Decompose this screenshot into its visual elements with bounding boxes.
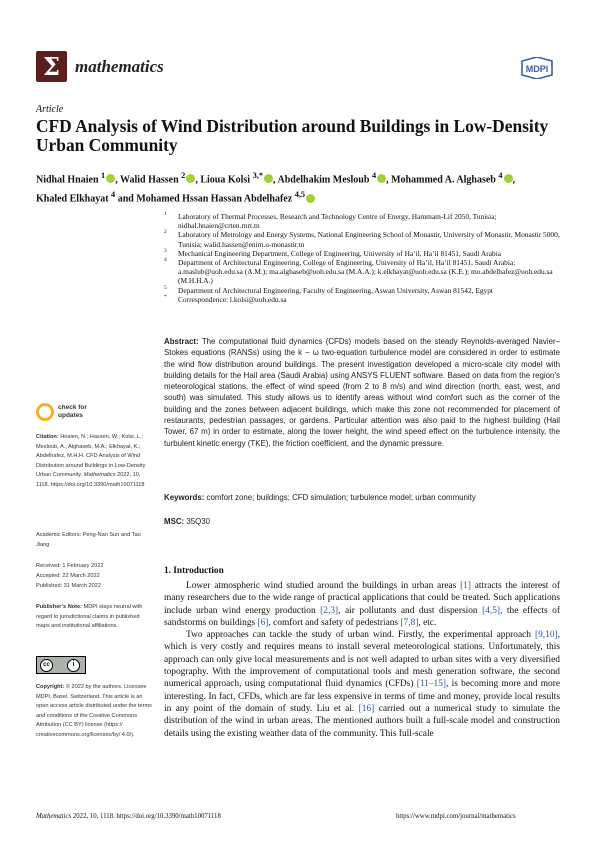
- reference-link[interactable]: [7,8]: [400, 617, 419, 628]
- check-for-updates-button[interactable]: check for updates: [36, 403, 136, 423]
- reference-link[interactable]: [16]: [358, 703, 375, 714]
- affiliation: 3 Mechanical Engineering Department, College of Engineering, University of Ha’il, Ha’il 81451, Saudi Arabia: [164, 247, 502, 258]
- section-heading: 1. Introduction: [164, 566, 224, 576]
- received-date: Received: 1 February 2022: [36, 563, 104, 569]
- sigma-icon: Σ: [43, 52, 60, 81]
- journal-name: mathematics: [75, 57, 164, 76]
- abstract-text: The computational fluid dynamics (CFDs) models based on the steady Reynolds-averaged Navier–Stokes equations (RANSs) using the k − ω two-equation turbulence model are considered in order to estimate the wind flow distribution around buildings. The present investigation developed a micro-scale city model with building details for the Hail area (Saudi Arabia) using ANSYS FLUENT software. Based on data from the region’s meteorological stations, the effect of wind speed (from 2 to 8 m/s) and wind direction (north, east, west, and south) was simulated. This study allows us to identify areas without wind comfort such as the corner of the building and the zones between adjacent buildings, which make this zone not recommended for placement of restaurants, pedestrian passages, or gardens. Particular attention was also paid to the highest building (Hail Tower, 67 m) in order to estimate, along the tower height, the wind speed effect on the turbulence intensity, the turbulent kinetic energy (TKE), the friction coefficient, and the dynamic pressure.: [164, 337, 560, 448]
- author: Abdelhakim Mesloub: [277, 174, 370, 186]
- journal-logo: [36, 51, 67, 82]
- author: Mohammed A. Alghaseb: [391, 174, 496, 186]
- footer-citation: Mathematics 2022, 10, 1118. https://doi.org/10.3390/math10071118: [36, 813, 221, 820]
- keywords: [164, 492, 560, 503]
- cc-by-license-icon[interactable]: cc i: [36, 656, 86, 674]
- publisher-note: Publisher’s Note: MDPI stays neutral with regard to jurisdictional claims in published maps and institutional affiliations.: [36, 604, 143, 630]
- msc: [164, 517, 560, 526]
- affiliation: * Correspondence: l.kolsi@uoh.edu.sa: [164, 293, 287, 304]
- introduction-body: [164, 580, 560, 740]
- affiliation: 4 Department of Architectural Engineering, College of Engineering, University of Ha’il, Ha’il 81451, Saudi Arabia; a.maslub@uoh.edu.sa (A.M.); ma.alghaseb@uoh.edu.sa (M.A.A.); k.elkhayat@uoh.edu.sa (K.E.); mo.abdelhafez@uoh.edu.sa (M.H.H.A.): [164, 257, 553, 286]
- msc-text: 35Q30: [186, 517, 211, 526]
- mdpi-logo-icon: [516, 57, 558, 79]
- orcid-icon[interactable]: [264, 174, 273, 183]
- author: Khaled Elkhayat: [36, 193, 109, 205]
- orcid-icon[interactable]: [377, 174, 386, 183]
- abstract-label: Abstract:: [164, 337, 199, 346]
- paragraph: Lower atmospheric wind studied around the buildings in urban areas [1] attracts the interest of many researchers due to the wide range of practical applications that could be treated. Such applications include urban wind energy production [2,3], air pollutants and dust dispersion [4,5], the effects of sandstorms on buildings [6], comfort and safety of pedestrians [7,8], etc.: [164, 581, 560, 628]
- reference-link[interactable]: [1]: [460, 581, 471, 591]
- dates: [36, 561, 152, 592]
- keywords-text: comfort zone; buildings; CFD simulation; turbulence model; urban community: [206, 493, 476, 502]
- reference-link[interactable]: [4,5]: [482, 605, 501, 616]
- copyright: Copyright: © 2022 by the authors. Licensee MDPI, Basel, Switzerland. This article is an open access article distributed under the terms and conditions of the Creative Commons Attribution (CC BY) license (https:// creativecommons.org/licenses/by/ 4.0/).: [36, 684, 152, 738]
- author: Walid Hassen: [120, 174, 179, 186]
- academic-editors: Academic Editors: Peng-Nan Sun and Tao Jiang: [36, 532, 141, 548]
- paragraph: Two approaches can tackle the study of urban wind. Firstly, the experimental approach [9,10], which is very costly and requires means to install several meteorological stations. Unfortunately, this approach can only give local measurements and is not well adapted to urban sites with a very diversified topography. With the improvement of computational tools and mesh generation software, the second numerical approach, using computational fluid dynamics (CFDs) [11–15], is becoming more and more interesting. In fact, CFDs, which are far less expensive in terms of time and money, provide local results in any point of the domain of study. Liu et al. [16] carried out a numerical study to simulate the distribution of the wind in urban areas. The mentioned authors built a full-scale model and construction details using the existing weather data of the community. This full-scale: [164, 630, 560, 739]
- keywords-label: Keywords:: [164, 493, 205, 502]
- affiliation: 2 Laboratory of Metrology and Energy Systems, National Engineering School of Monastir, University of Monastir, Monastir 5000, Tunisia; walid.hassen@enim.u-monastir.tn: [164, 229, 560, 249]
- published-date: Published: 31 March 2022: [36, 583, 101, 590]
- affiliation: 5 Department of Architectural Engineering, Faculty of Engineering, Aswan University, Aswan 81542, Egypt: [164, 284, 493, 295]
- author: Nidhal Hnaien: [36, 174, 99, 186]
- author: Lioua Kolsi: [200, 174, 251, 186]
- orcid-icon[interactable]: [504, 174, 513, 183]
- article-type: Article: [36, 104, 64, 115]
- orcid-icon[interactable]: [186, 174, 195, 183]
- author: Mohamed Hssan Hassan Abdelhafez: [136, 193, 293, 205]
- orcid-icon[interactable]: [306, 194, 315, 203]
- affiliations: [164, 212, 564, 304]
- affiliation: 1 Laboratory of Thermal Processes, Research and Technology Centre of Energy, Hammam-Lif 2050, Tunisia; nidhal.hnaien@crten.rnrt.tn: [164, 211, 497, 231]
- citation-doi-link[interactable]: https://doi.org/10.3390/math10071118: [50, 481, 145, 488]
- check-updates-icon: [36, 403, 54, 421]
- reference-link[interactable]: [9,10]: [535, 630, 558, 641]
- paper-title: CFD Analysis of Wind Distribution around Buildings in Low-Density Urban Community: [36, 116, 549, 155]
- author-list: Nidhal Hnaien $^1$ , Walid Hassen $^2$ , Lioua Kolsi $^{3,*}$ , Abdelhakim Mesloub $^4$ , Mohammed A. Alghaseb $^4$ , Khaled Elkhayat $^4$ and Mohamed Hssan Hassan Abdelhafez $^{4,5}$: [36, 171, 516, 205]
- reference-link[interactable]: [11–15]: [416, 679, 447, 690]
- mdpi-logo-text: MDPI: [525, 64, 549, 74]
- reference-link[interactable]: [2,3]: [320, 605, 339, 616]
- reference-link[interactable]: [6]: [257, 617, 269, 628]
- abstract: [164, 336, 560, 449]
- msc-label: MSC:: [164, 517, 185, 526]
- accepted-date: Accepted: 22 March 2022: [36, 573, 100, 580]
- citation: Citation: Hnaien, N.; Hassen, W.; Kolsi, L.; Mesloub, A.; Alghaseb, M.A.; Elkhayat, K.; Abdelhafez, M.H.H. CFD Analysis of Wind Distribution around Buildings in Low-Density Urban Community. Mathematics 2022, 10, 1118. https://doi.org/10.3390/math10071118: [36, 434, 146, 488]
- orcid-icon[interactable]: [106, 174, 115, 183]
- footer-url[interactable]: https://www.mdpi.com/journal/mathematics: [396, 813, 516, 820]
